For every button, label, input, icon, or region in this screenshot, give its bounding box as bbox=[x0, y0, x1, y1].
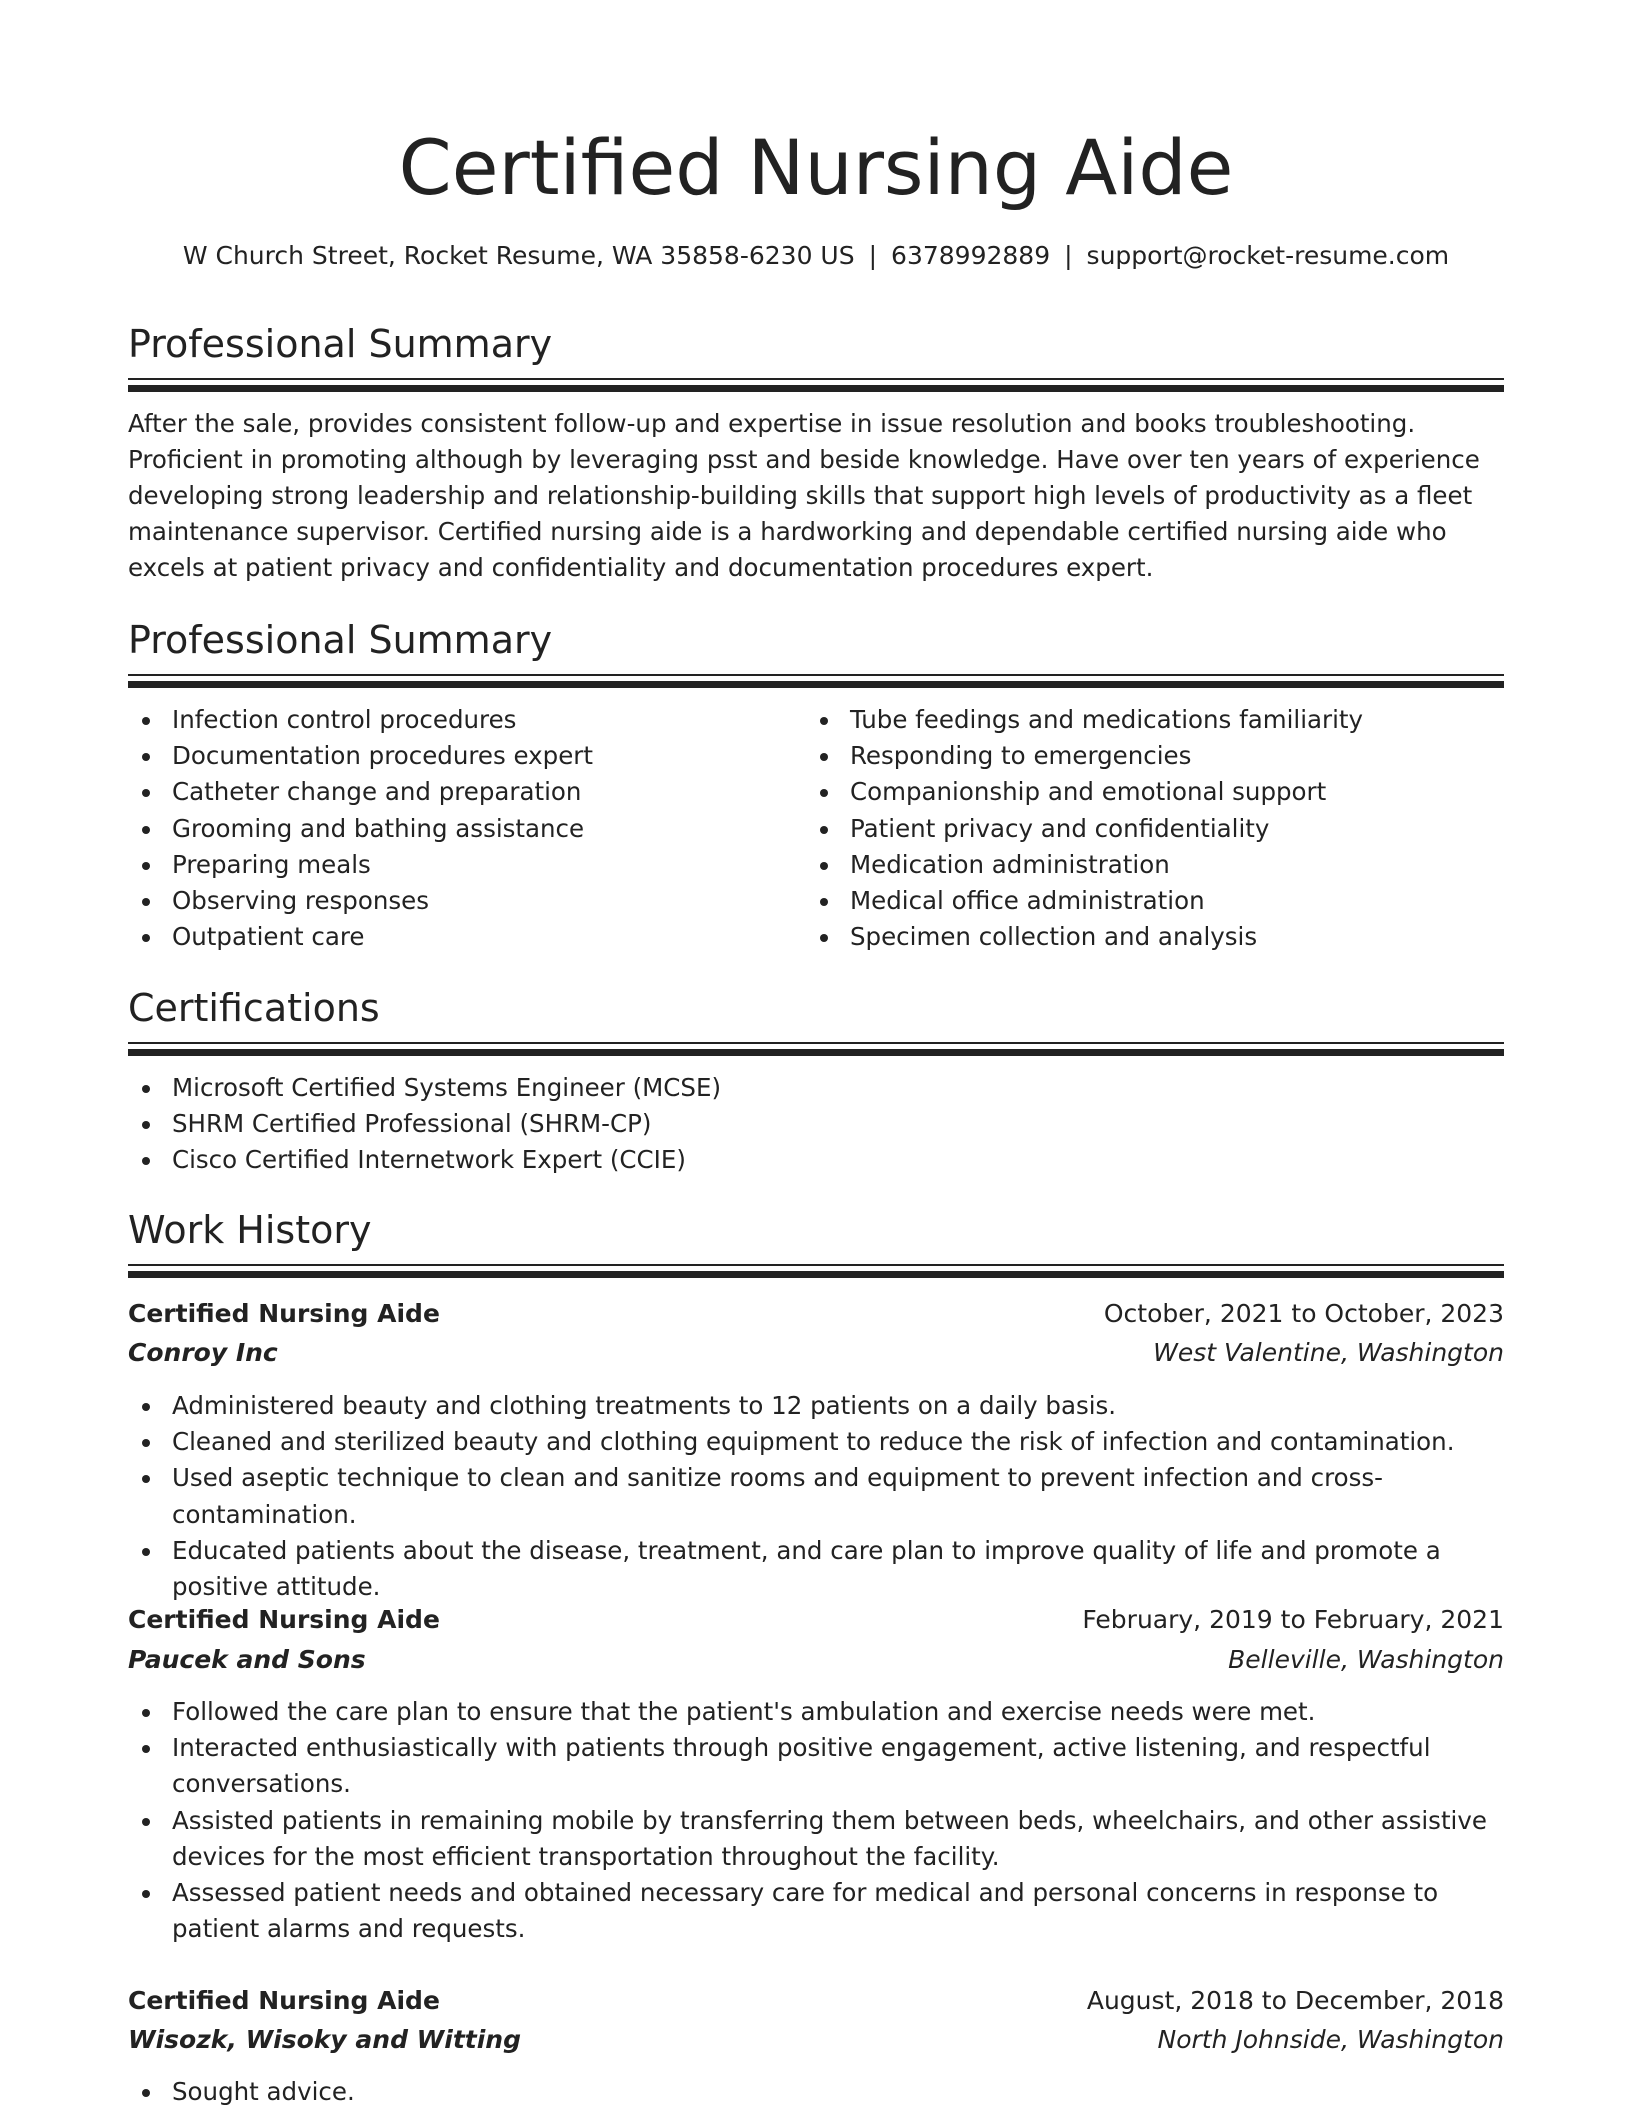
job-subheader bbox=[128, 1642, 1504, 1678]
job-subheader bbox=[128, 2022, 1504, 2058]
job-dates: August, 2018 to December, 2018 bbox=[1086, 1986, 1504, 2015]
certifications-list bbox=[128, 1070, 1504, 1179]
job-bullets bbox=[128, 1694, 1504, 1947]
job-bullets bbox=[128, 2074, 1504, 2110]
list-item: Observing responses bbox=[128, 883, 788, 919]
section-divider bbox=[128, 674, 1504, 688]
job-bullets bbox=[128, 1388, 1504, 1605]
job-header bbox=[128, 1296, 1504, 1332]
section-title-summary: Professional Summary bbox=[128, 322, 553, 366]
list-item: Medication administration bbox=[806, 847, 1504, 883]
section-title-certifications: Certifications bbox=[128, 986, 380, 1030]
list-item: Infection control procedures bbox=[128, 702, 788, 738]
list-item: SHRM Certified Professional (SHRM-CP) bbox=[128, 1106, 1504, 1142]
job-location: North Johnside, Washington bbox=[1157, 2025, 1504, 2054]
list-item: Cleaned and sterilized beauty and clothing equipment to reduce the risk of infection and contamination. bbox=[128, 1424, 1504, 1460]
job-company: Conroy Inc bbox=[128, 1338, 278, 1367]
job-title: Certified Nursing Aide bbox=[128, 1605, 440, 1634]
job-company: Wisozk, Wisoky and Witting bbox=[128, 2025, 521, 2054]
section-divider bbox=[128, 1042, 1504, 1056]
list-item: Interacted enthusiastically with patients through positive engagement, active listening, and respectful conversations. bbox=[128, 1730, 1504, 1802]
list-item: Outpatient care bbox=[128, 919, 788, 955]
contact-separator: | bbox=[868, 241, 878, 270]
summary-text: After the sale, provides consistent follow-up and expertise in issue resolution and books troubleshooting. Proficient in promoting although by leveraging psst and beside knowledge. Have over ten years of experience developing strong leadership and relationship-building skills that support high levels of productivity as a fleet maintenance supervisor. Certified nursing aide is a hardworking and dependable certified nursing aide who excels at patient privacy and confidentiality and documentation procedures expert. bbox=[128, 409, 1480, 582]
list-item: Administered beauty and clothing treatments to 12 patients on a daily basis. bbox=[128, 1388, 1504, 1424]
list-item: Followed the care plan to ensure that the patient's ambulation and exercise needs were met. bbox=[128, 1694, 1504, 1730]
contact-phone: 6378992889 bbox=[891, 241, 1051, 270]
job-dates: February, 2019 to February, 2021 bbox=[1082, 1605, 1504, 1634]
list-item: Responding to emergencies bbox=[806, 738, 1504, 774]
list-item: Preparing meals bbox=[128, 847, 788, 883]
list-item: Microsoft Certified Systems Engineer (MCSE) bbox=[128, 1070, 1504, 1106]
skills-list-right bbox=[806, 702, 1504, 955]
section-divider bbox=[128, 378, 1504, 392]
job-company: Paucek and Sons bbox=[128, 1645, 366, 1674]
job-dates: October, 2021 to October, 2023 bbox=[1103, 1299, 1504, 1328]
resume-name: Certified Nursing Aide bbox=[398, 123, 1234, 212]
contact-separator: | bbox=[1064, 241, 1073, 270]
section-divider bbox=[128, 1264, 1504, 1278]
list-item: Tube feedings and medications familiarity bbox=[806, 702, 1504, 738]
contact-address: W Church Street, Rocket Resume, WA 35858-6230 US bbox=[182, 241, 855, 270]
list-item: Medical office administration bbox=[806, 883, 1504, 919]
list-item: Grooming and bathing assistance bbox=[128, 811, 788, 847]
job-location: Belleville, Washington bbox=[1228, 1645, 1504, 1674]
list-item: Companionship and emotional support bbox=[806, 774, 1504, 810]
contact-line bbox=[128, 238, 1504, 274]
job-subheader bbox=[128, 1335, 1504, 1371]
list-item: Assessed patient needs and obtained necessary care for medical and personal concerns in response to patient alarms and requests. bbox=[128, 1875, 1504, 1947]
section-title-work-history: Work History bbox=[128, 1208, 372, 1252]
skills-list-left bbox=[128, 702, 788, 955]
list-item: Assisted patients in remaining mobile by transferring them between beds, wheelchairs, and other assistive devices for the most efficient transportation throughout the facility. bbox=[128, 1803, 1504, 1875]
list-item: Cisco Certified Internetwork Expert (CCIE) bbox=[128, 1142, 1504, 1178]
section-title-skills: Professional Summary bbox=[128, 618, 553, 662]
job-title: Certified Nursing Aide bbox=[128, 1986, 440, 2015]
list-item: Sought advice. bbox=[128, 2074, 1504, 2110]
job-header bbox=[128, 1602, 1504, 1638]
contact-email: support@rocket-resume.com bbox=[1086, 241, 1450, 270]
list-item: Catheter change and preparation bbox=[128, 774, 788, 810]
job-title: Certified Nursing Aide bbox=[128, 1299, 440, 1328]
list-item: Specimen collection and analysis bbox=[806, 919, 1504, 955]
list-item: Used aseptic technique to clean and sanitize rooms and equipment to prevent infection and cross-contamination. bbox=[128, 1460, 1504, 1532]
list-item: Patient privacy and confidentiality bbox=[806, 811, 1504, 847]
job-location: West Valentine, Washington bbox=[1153, 1338, 1504, 1367]
job-header bbox=[128, 1983, 1504, 2019]
list-item: Documentation procedures expert bbox=[128, 738, 788, 774]
list-item: Educated patients about the disease, treatment, and care plan to improve quality of life and promote a positive attitude. bbox=[128, 1533, 1504, 1605]
